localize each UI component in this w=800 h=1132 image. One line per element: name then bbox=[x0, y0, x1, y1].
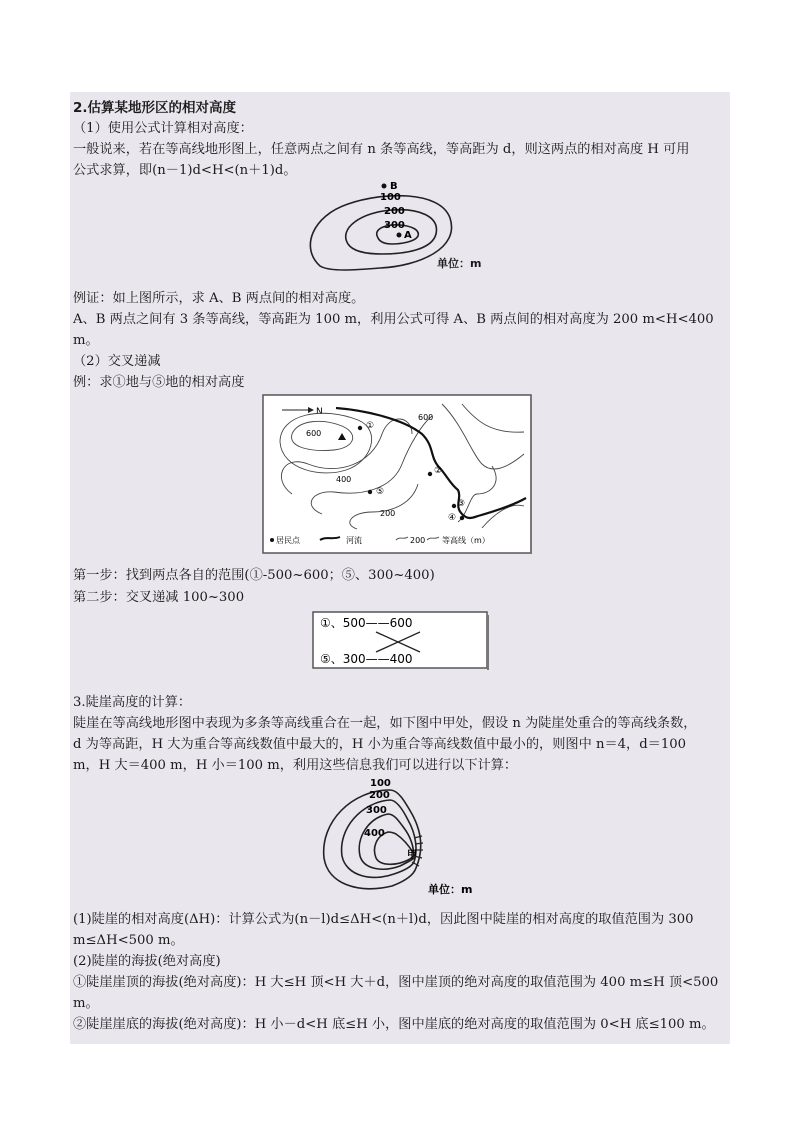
label-site-4: ④ bbox=[448, 513, 457, 523]
legend-contour-value: 200 bbox=[410, 536, 426, 545]
paragraph-line: 例证：如上图所示，求 A、B 两点间的相对高度。 bbox=[73, 291, 365, 306]
label-400: 400 bbox=[336, 475, 352, 484]
paragraph-line: ②陡崖崖底的海拔(绝对高度)：H 小－d<H 底≤H 小，图中崖底的绝对高度的取值范围为 0<H 底≤100 m。 bbox=[73, 1017, 715, 1032]
paragraph-line: (1)陡崖的相对高度(ΔH)：计算公式为(n－l)d≤ΔH<(n＋l)d，因此图中陡崖的相对高度的取值范围为 300 bbox=[73, 912, 694, 927]
unit-label: 单位：m bbox=[428, 883, 473, 896]
label-jia: 甲 bbox=[407, 850, 417, 861]
paragraph-line: 陡崖在等高线地形图中表现为多条等高线重合在一起，如下图中甲处，假设 n 为陡崖处重合的等高线条数， bbox=[73, 716, 697, 731]
range-site-5: ⑤、300——400 bbox=[320, 652, 413, 666]
paragraph-line: d 为等高距，H 大为重合等高线数值中最大的，H 小为重合等高线数值中最小的，则图中 n＝4，d＝100 bbox=[73, 737, 687, 752]
label-b: B bbox=[390, 181, 398, 192]
unit-label: 单位：m bbox=[437, 257, 482, 270]
contour-line-100 bbox=[310, 196, 451, 270]
legend-river: 河流 bbox=[346, 536, 362, 545]
subheading-cross: （2）交叉递减 bbox=[73, 354, 161, 369]
label-site-5: ⑤ bbox=[376, 487, 385, 497]
point-a-marker bbox=[397, 233, 402, 238]
cross-diagram bbox=[312, 611, 490, 671]
label-300: 300 bbox=[366, 805, 387, 816]
label-site-1: ① bbox=[366, 421, 375, 431]
label-200: 200 bbox=[380, 509, 396, 518]
legend-settlement: 居民点 bbox=[276, 536, 300, 545]
legend-contour: 等高线（m） bbox=[442, 536, 490, 545]
subheading-altitude: (2)陡崖的海拔(绝对高度) bbox=[73, 954, 221, 969]
example-text: 例：求①地与⑤地的相对高度 bbox=[73, 375, 245, 390]
north-label: N bbox=[316, 407, 323, 417]
label-100: 100 bbox=[370, 778, 391, 789]
label-site-2: ② bbox=[434, 466, 443, 476]
paragraph-line: m≤ΔH<500 m。 bbox=[73, 933, 184, 948]
label-300: 300 bbox=[384, 220, 405, 231]
label-site-3: ③ bbox=[457, 499, 466, 509]
cliff-contour-figure bbox=[312, 776, 492, 900]
label-400: 400 bbox=[364, 828, 385, 839]
paragraph-line: m。 bbox=[73, 333, 99, 348]
range-site-1: ①、500——600 bbox=[320, 616, 413, 630]
label-600-left: 600 bbox=[306, 429, 322, 438]
label-100: 100 bbox=[380, 192, 401, 203]
label-600-right: 600 bbox=[418, 413, 434, 422]
point-b-marker bbox=[382, 184, 387, 189]
paragraph-line: ①陡崖崖顶的海拔(绝对高度)：H 大≤H 顶<H 大＋d，图中崖顶的绝对高度的取值范围为 400 m≤H 顶<500 bbox=[73, 975, 719, 990]
step-one: 第一步：找到两点各自的范围(①-500~600；⑤、300~400) bbox=[73, 568, 435, 583]
paragraph-line: m。 bbox=[73, 996, 99, 1011]
paragraph-line: A、B 两点之间有 3 条等高线，等高距为 100 m，利用公式可得 A、B 两点间的相对高度为 200 m<H<400 bbox=[73, 312, 714, 327]
contour-map-river bbox=[262, 394, 532, 554]
section2-title: 2.估算某地形区的相对高度 bbox=[73, 100, 237, 116]
paragraph-line: 一般说来，若在等高线地形图上，任意两点之间有 n 条等高线，等高距为 d，则这两点的相对高度 H 可用 bbox=[73, 142, 690, 157]
label-200: 200 bbox=[369, 790, 390, 801]
section3-title: 3.陡崖高度的计算： bbox=[73, 695, 192, 710]
paragraph-line: m，H 大＝400 m，H 小＝100 m，利用这些信息我们可以进行以下计算： bbox=[73, 758, 518, 773]
paragraph-line: 公式求算，即(n－1)d<H<(n＋1)d。 bbox=[73, 163, 297, 178]
subheading-formula: （1）使用公式计算相对高度： bbox=[73, 121, 253, 136]
step-two: 第二步：交叉递减 100~300 bbox=[73, 590, 245, 605]
label-200: 200 bbox=[384, 206, 405, 217]
label-a: A bbox=[404, 230, 412, 241]
